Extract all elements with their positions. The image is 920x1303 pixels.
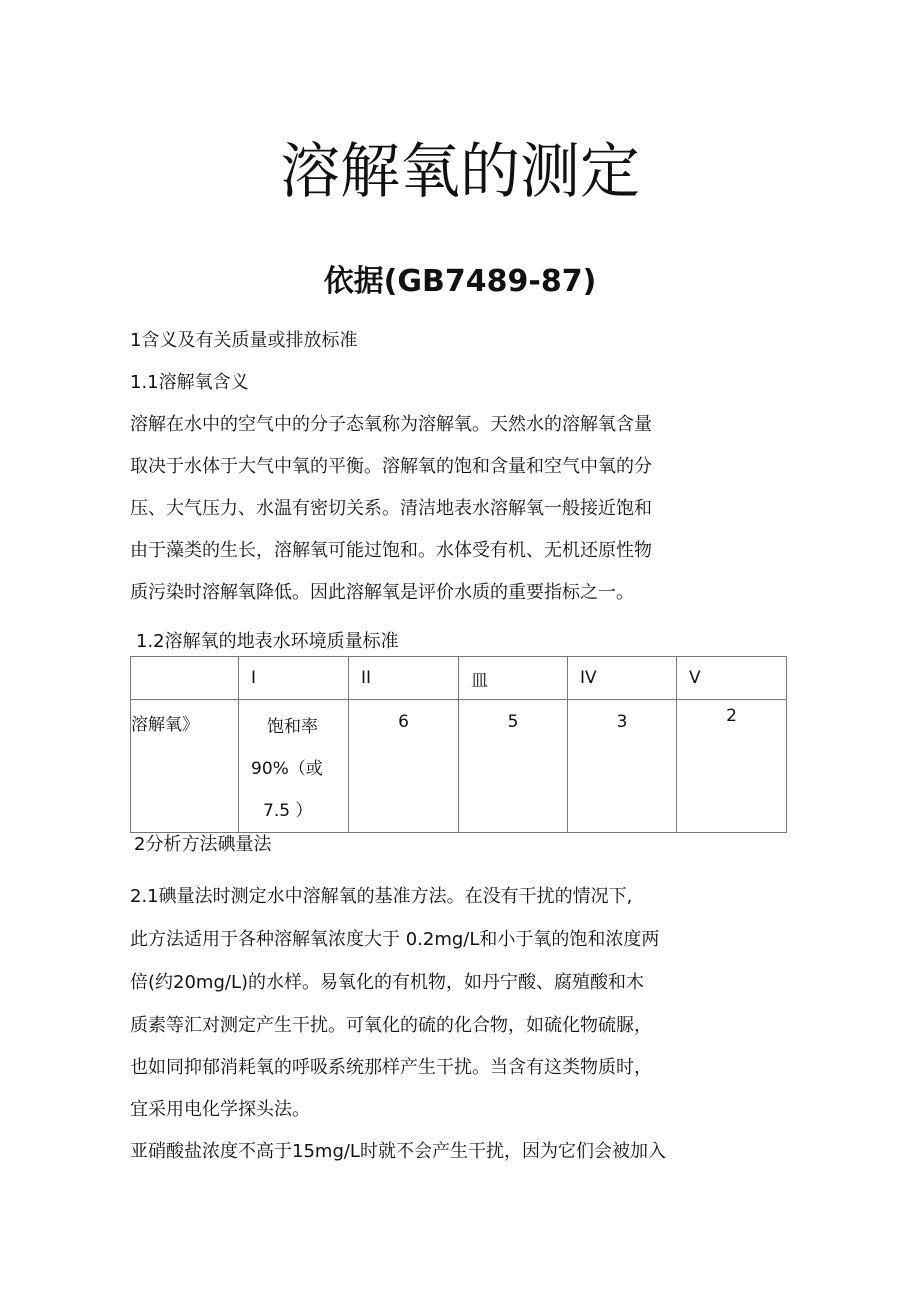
- paragraph-line: 质污染时溶解氧降低。因此溶解氧是评价水质的重要指标之一。: [130, 582, 634, 603]
- paragraph-line: 质素等汇对测定产生干扰。可氧化的硫的化合物，如硫化物硫脲，: [130, 1015, 652, 1036]
- table-value-cell: [677, 700, 787, 833]
- paragraph-line: 由于藻类的生长，溶解氧可能过饱和。水体受有机、无机还原性物: [130, 540, 652, 561]
- paragraph-line: 压、大气压力、水温有密切关系。清洁地表水溶解氧一般接近饱和: [130, 498, 652, 519]
- table-header-cell: I: [239, 657, 349, 700]
- table-header-cell: [131, 657, 239, 700]
- table-header-cell: IV: [568, 657, 677, 700]
- table-row-label-cell: [131, 700, 239, 833]
- saturation-cell: [239, 700, 349, 833]
- table-value-cell: [349, 700, 459, 833]
- document-title: 溶解氧的测定: [280, 137, 640, 207]
- saturation-line: 饱和率: [267, 717, 318, 737]
- saturation-line: 90%（或: [251, 759, 323, 779]
- class-iii-value: 5: [507, 712, 519, 732]
- paragraph-line: 此方法适用于各种溶解氧浓度大于 0.2mg/L和小于氧的饱和浓度两: [130, 929, 660, 950]
- saturation-line: 7.5 ）: [263, 801, 313, 821]
- document-subtitle: 依据(GB7489-87): [323, 264, 597, 299]
- class-v-value: 2: [726, 706, 737, 726]
- class-iv-value: 3: [616, 712, 628, 732]
- table-header-cell: 皿: [459, 657, 568, 700]
- table-header-row: [131, 657, 787, 700]
- paragraph-line: 也如同抑郁消耗氧的呼吸系统那样产生干扰。当含有这类物质时，: [130, 1057, 652, 1078]
- section1-heading: 1含义及有关质量或排放标准: [130, 330, 358, 351]
- table-value-cell: [459, 700, 568, 833]
- table-value-cell: [568, 700, 677, 833]
- row-label: 溶解氧》: [131, 715, 199, 735]
- paragraph-line: 溶解在水中的空气中的分子态氧称为溶解氧。天然水的溶解氧含量: [130, 414, 652, 435]
- paragraph-line: 亚硝酸盐浓度不高于15mg/L时就不会产生干扰，因为它们会被加入: [130, 1141, 666, 1162]
- table-header-cell: II: [349, 657, 459, 700]
- section1-2-heading: 1.2溶解氧的地表水环境质量标准: [136, 631, 399, 652]
- paragraph-line: 取决于水体于大气中氧的平衡。溶解氧的饱和含量和空气中氧的分: [130, 456, 652, 477]
- table-header-cell: V: [677, 657, 787, 700]
- paragraph-line: 倍(约20mg/L)的水样。易氧化的有机物，如丹宁酸、腐殖酸和木: [130, 972, 644, 993]
- water-quality-standard-table: [130, 656, 787, 833]
- section2-heading: 2分析方法碘量法: [134, 834, 272, 855]
- table-row: [131, 700, 787, 833]
- class-ii-value: 6: [398, 712, 409, 732]
- paragraph-line: 宜采用电化学探头法。: [130, 1099, 310, 1120]
- section1-1-heading: 1.1溶解氧含义: [130, 372, 249, 393]
- saturation-text: [239, 700, 348, 832]
- paragraph-line: 2.1碘量法时测定水中溶解氧的基准方法。在没有干扰的情况下,: [130, 886, 633, 907]
